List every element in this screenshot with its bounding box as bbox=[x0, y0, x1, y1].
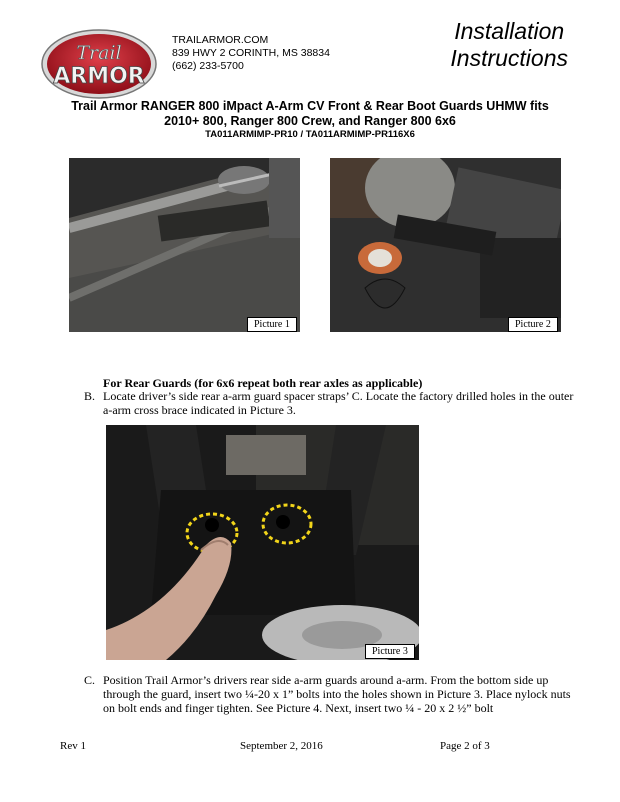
step-c bbox=[84, 673, 574, 715]
product-line-1: Trail Armor RANGER 800 iMpact A-Arm CV Front & Rear Boot Guards UHMW fits bbox=[71, 99, 549, 113]
picture-1-caption: Picture 1 bbox=[247, 317, 297, 332]
product-line-2: 2010+ 800, Ranger 800 Crew, and Ranger 800 6x6 bbox=[164, 114, 456, 128]
title-line-2: Instructions bbox=[450, 45, 568, 71]
rear-guards-heading: For Rear Guards (for 6x6 repeat both rear axles as applicable) bbox=[103, 376, 423, 390]
trail-armor-logo bbox=[40, 28, 158, 100]
picture-2-caption: Picture 2 bbox=[508, 317, 558, 332]
company-website: TRAILARMOR.COM bbox=[172, 34, 269, 46]
company-address: 839 HWY 2 CORINTH, MS 38834 bbox=[172, 47, 330, 59]
company-info bbox=[172, 34, 330, 73]
title-line-1: Installation bbox=[454, 18, 565, 44]
logo-word-trail: Trail bbox=[76, 42, 122, 64]
step-b-letter: B. bbox=[84, 389, 96, 403]
footer-rev: Rev 1 bbox=[60, 740, 86, 752]
document-title bbox=[450, 18, 568, 72]
step-c-letter: C. bbox=[84, 673, 96, 687]
product-heading bbox=[40, 99, 580, 141]
picture-3-photo bbox=[106, 425, 419, 660]
picture-2-photo bbox=[330, 158, 561, 332]
picture-1-photo bbox=[69, 158, 300, 332]
step-b-text: Locate driver’s side rear a-arm guard spacer straps’ C. Locate the factory drilled holes in the outer a-arm cross brace indicated in Picture 3. bbox=[103, 389, 574, 417]
part-numbers: TA011ARMIMP-PR10 / TA011ARMIMP-PR116X6 bbox=[205, 129, 415, 140]
step-b bbox=[84, 389, 574, 417]
company-phone: (662) 233-5700 bbox=[172, 60, 244, 72]
footer-page-number: Page 2 of 3 bbox=[440, 740, 490, 752]
picture-3-caption: Picture 3 bbox=[365, 644, 415, 659]
step-c-text: Position Trail Armor’s drivers rear side a-arm guards around a-arm. From the bottom side up through the guard, insert two ¼-20 x 1” bolts into the holes shown in Picture 3. Place nylock nuts on bolt ends and finger tighten. See Picture 4. Next, insert two ¼ - 20 x 2 ½” bolt bbox=[103, 673, 571, 715]
logo-word-armor: ARMOR bbox=[53, 64, 145, 89]
footer-date: September 2, 2016 bbox=[240, 740, 323, 752]
